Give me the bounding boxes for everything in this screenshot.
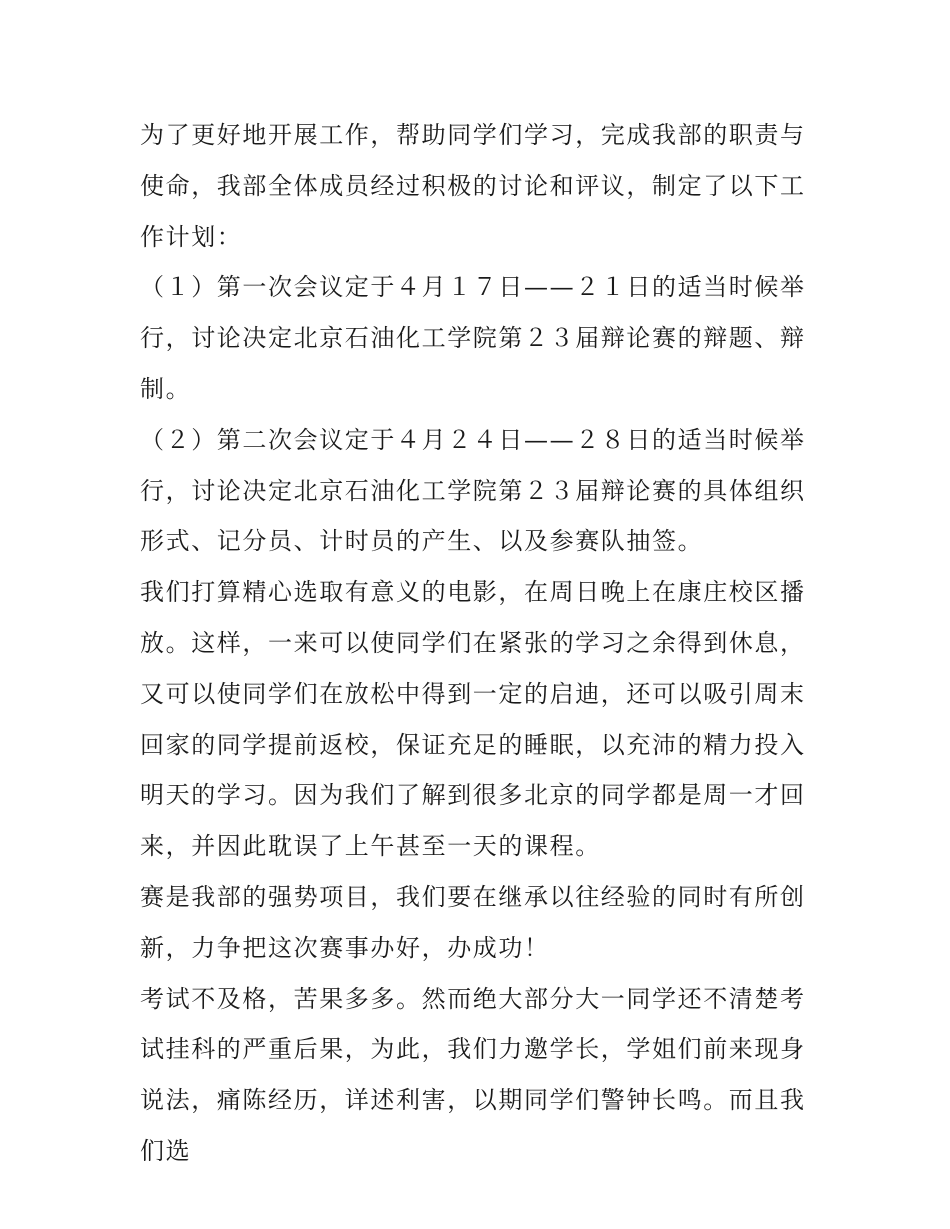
paragraph-second-meeting: （２）第二次会议定于４月２４日——２８日的适当时候举行，讨论决定北京石油化工学院第２３届辩论赛的具体组织形式、记分员、计时员的产生、以及参赛队抽签。 xyxy=(140,425,806,556)
paragraph-work-plan-intro: 为了更好地开展工作，帮助同学们学习，完成我部的职责与使命，我部全体成员经过积极的讨论和评议，制定了以下工作计划： xyxy=(140,121,806,251)
paragraph-first-meeting: （１）第一次会议定于４月１７日——２１日的适当时候举行，讨论决定北京石油化工学院第２３届辩论赛的辩题、辩制。 xyxy=(140,273,806,403)
paragraph-exam-talk: 考试不及格，苦果多多。然而绝大部分大一同学还不清楚考试挂科的严重后果，为此，我们力邀学长，学姐们前来现身说法，痛陈经历，详述利害，以期同学们警钟长鸣。而且我们选 xyxy=(140,984,806,1165)
paragraph-movie-screening: 我们打算精心选取有意义的电影，在周日晚上在康庄校区播放。这样，一来可以使同学们在紧张的学习之余得到休息，又可以使同学们在放松中得到一定的启迪，还可以吸引周末回家的同学提前返校，保证充足的睡眠，以充沛的精力投入明天的学习。因为我们了解到很多北京的同学都是周一才回来，并因此耽误了上午甚至一天的课程。 xyxy=(140,578,806,861)
document-body xyxy=(140,110,820,1177)
paragraph-debate-competition: 赛是我部的强势项目，我们要在继承以往经验的同时有所创新，力争把这次赛事办好，办成功！ xyxy=(140,882,806,962)
